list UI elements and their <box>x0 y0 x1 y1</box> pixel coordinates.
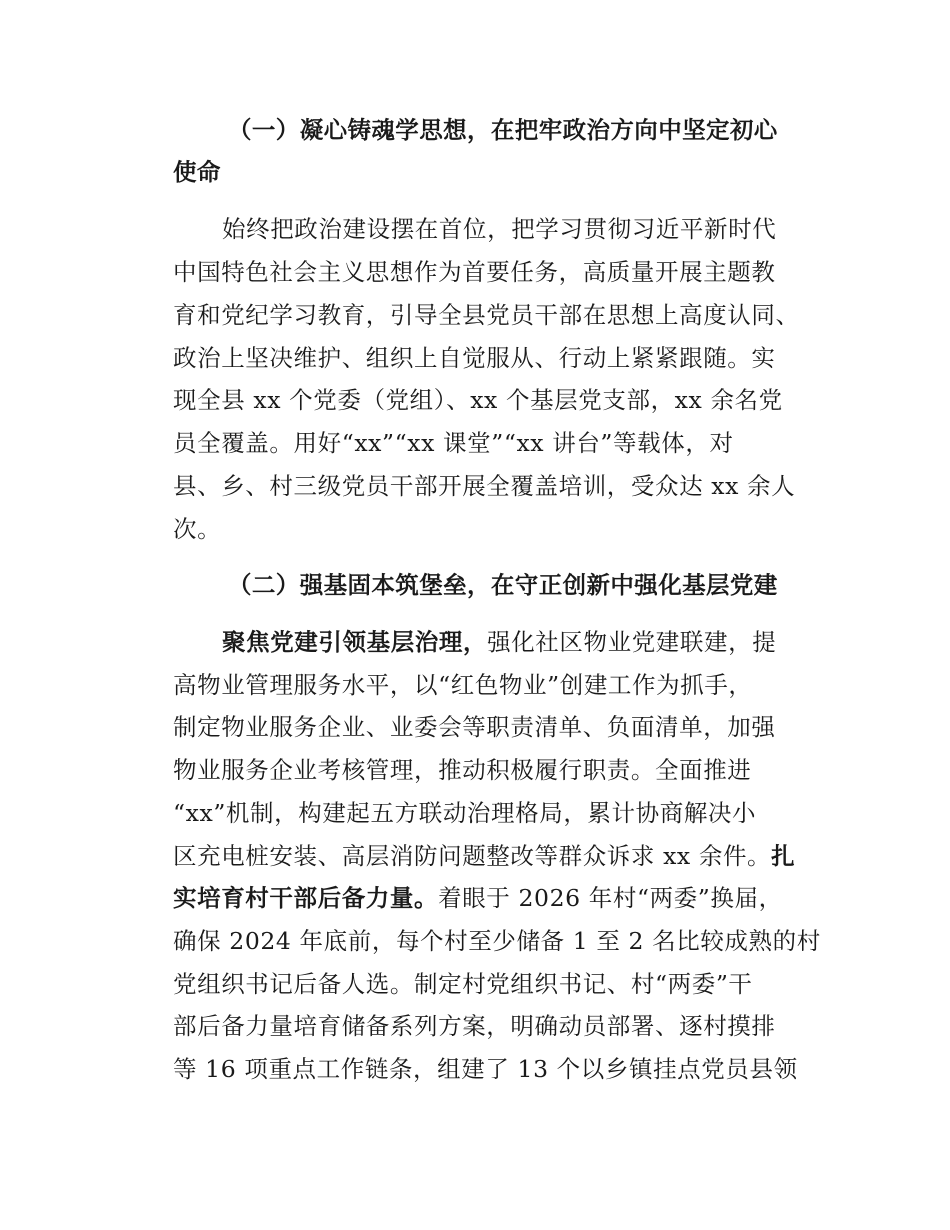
paragraph-line: 制定物业服务企业、业委会等职责清单、负面清单，加强 <box>173 713 776 741</box>
paragraph-line: 次。 <box>173 515 222 543</box>
paragraph-text: 着眼于 2026 年村“两委”换届， <box>438 884 783 912</box>
section1-heading-line1: （一）凝心铸魂学思想，在把牢政治方向中坚定初心 <box>228 116 778 144</box>
section1-heading-line2: 使命 <box>173 158 221 186</box>
paragraph-line: 党组织书记后备人选。制定村党组织书记、村“两委”干 <box>173 970 753 998</box>
bold-lead-phrase: 聚焦党建引领基层治理， <box>222 628 488 656</box>
paragraph-text: 区充电桩安装、高层消防问题整改等群众诉求 xx 余件。 <box>173 842 772 870</box>
paragraph-line: 物业服务企业考核管理，推动积极履行职责。全面推进 <box>173 756 752 784</box>
paragraph-line: 高物业管理服务水平，以“红色物业”创建工作为抓手， <box>173 671 753 699</box>
paragraph-text: 强化社区物业党建联建，提 <box>487 628 777 656</box>
paragraph-line <box>222 627 776 657</box>
paragraph-line: 政治上坚决维护、组织上自觉服从、行动上紧紧跟随。实 <box>173 344 776 372</box>
section2-heading: （二）强基固本筑堡垒，在守正创新中强化基层党建 <box>228 571 778 599</box>
bold-lead-phrase: 实培育村干部后备力量。 <box>173 884 439 912</box>
paragraph-line <box>173 883 783 913</box>
paragraph-line <box>173 841 795 871</box>
paragraph-line: 中国特色社会主义思想作为首要任务，高质量开展主题教 <box>173 258 776 286</box>
paragraph-line: 等 16 项重点工作链条，组建了 13 个以乡镇挂点党员县领 <box>173 1055 798 1083</box>
paragraph-line: 部后备力量培育储备系列方案，明确动员部署、逐村摸排 <box>173 1012 776 1040</box>
paragraph-line: “xx”机制，构建起五方联动治理格局，累计协商解决小 <box>173 799 757 827</box>
bold-lead-phrase: 扎 <box>771 842 796 870</box>
paragraph-line: 始终把政治建设摆在首位，把学习贯彻习近平新时代 <box>222 215 777 243</box>
paragraph-line: 现全县 xx 个党委（党组）、xx 个基层党支部，xx 余名党 <box>173 386 783 414</box>
paragraph-line: 育和党纪学习教育，引导全县党员干部在思想上高度认同、 <box>173 301 800 329</box>
paragraph-line: 县、乡、村三级党员干部开展全覆盖培训，受众达 xx 余人 <box>173 472 796 500</box>
paragraph-line: 确保 2024 年底前，每个村至少储备 1 至 2 名比较成熟的村 <box>173 927 821 955</box>
paragraph-line: 员全覆盖。用好“xx”“xx 课堂”“xx 讲台”等载体，对 <box>173 429 734 457</box>
